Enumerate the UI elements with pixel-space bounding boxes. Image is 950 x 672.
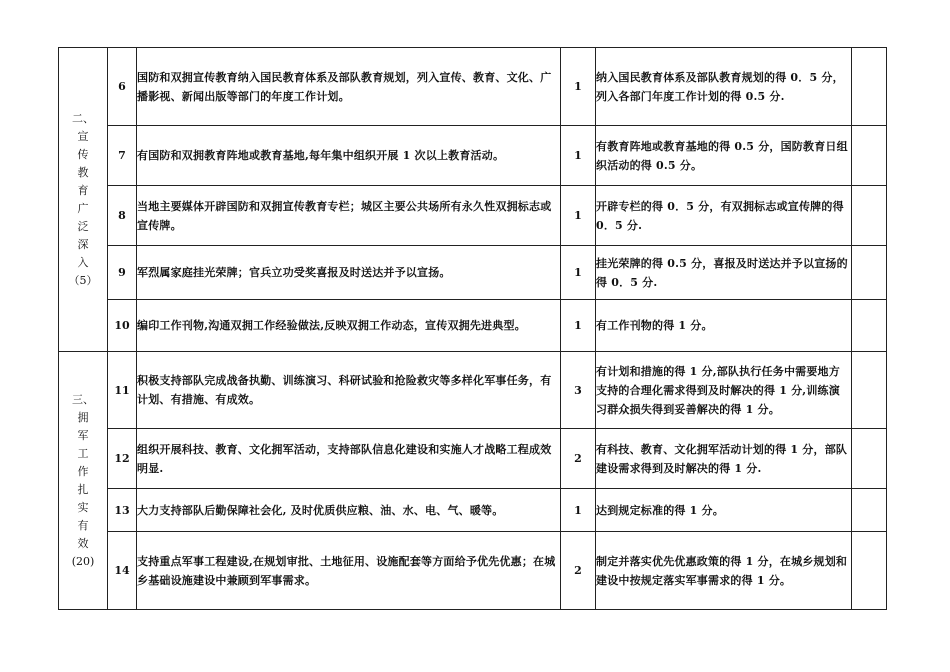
blank-cell <box>852 489 887 532</box>
scoring-rule: 有科技、教育、文化拥军活动计划的得 1 分，部队建设需求得到及时解决的得 1 分. <box>596 429 852 489</box>
blank-cell <box>852 532 887 610</box>
category-char: 有 <box>77 518 89 532</box>
item-content: 大力支持部队后勤保障社会化, 及时优质供应粮、油、水、电、气、暖等。 <box>137 489 561 532</box>
category-cell <box>59 352 108 610</box>
table-row <box>59 532 887 610</box>
scoring-rule: 有工作刊物的得 1 分。 <box>596 300 852 352</box>
table-row <box>59 489 887 532</box>
category-char: 传 <box>77 147 89 161</box>
category-char: 效 <box>77 536 89 550</box>
item-number: 12 <box>108 429 137 489</box>
category-prefix: 三、 <box>72 392 94 406</box>
item-number: 14 <box>108 532 137 610</box>
table-row <box>59 48 887 126</box>
item-content: 编印工作刊物,沟通双拥工作经验做法,反映双拥工作动态，宣传双拥先进典型。 <box>137 300 561 352</box>
category-prefix: 二、 <box>72 111 94 125</box>
item-number: 13 <box>108 489 137 532</box>
item-score: 1 <box>561 246 596 300</box>
category-char: 实 <box>77 500 89 514</box>
category-char: 工 <box>77 446 89 460</box>
category-char: 宣 <box>77 129 89 143</box>
blank-cell <box>852 300 887 352</box>
table-row <box>59 352 887 429</box>
scoring-rule: 挂光荣牌的得 0.5 分，喜报及时送达并予以宣扬的得 0．5 分. <box>596 246 852 300</box>
blank-cell <box>852 186 887 246</box>
table-row <box>59 300 887 352</box>
item-content: 军烈属家庭挂光荣牌；官兵立功受奖喜报及时送达并予以宣扬。 <box>137 246 561 300</box>
category-char: 泛 <box>77 219 89 233</box>
scoring-rule: 纳入国民教育体系及部队教育规划的得 0．5 分，列入各部门年度工作计划的得 0.5 分. <box>596 48 852 126</box>
item-score: 2 <box>561 532 596 610</box>
item-score: 2 <box>561 429 596 489</box>
category-char: 军 <box>77 428 89 442</box>
item-content: 积极支持部队完成战备执勤、训练演习、科研试验和抢险救灾等多样化军事任务，有计划、有措施、有成效。 <box>137 352 561 429</box>
category-points: （5） <box>68 273 98 287</box>
item-score: 1 <box>561 48 596 126</box>
category-cell <box>59 48 108 352</box>
item-number: 11 <box>108 352 137 429</box>
category-char: 入 <box>77 255 89 269</box>
scoring-rule: 有教育阵地或教育基地的得 0.5 分，国防教育日组织活动的得 0.5 分。 <box>596 126 852 186</box>
item-number: 6 <box>108 48 137 126</box>
item-number: 9 <box>108 246 137 300</box>
item-content: 国防和双拥宣传教育纳入国民教育体系及部队教育规划，列入宣传、教育、文化、广播影视、新闻出版等部门的年度工作计划。 <box>137 48 561 126</box>
item-content: 支持重点军事工程建设,在规划审批、土地征用、设施配套等方面给予优先优惠；在城乡基础设施建设中兼顾到军事需求。 <box>137 532 561 610</box>
item-score: 1 <box>561 300 596 352</box>
category-char: 教 <box>77 165 89 179</box>
category-char: 育 <box>77 183 89 197</box>
blank-cell <box>852 48 887 126</box>
category-points: (20) <box>71 554 95 568</box>
scoring-rule: 制定并落实优先优惠政策的得 1 分，在城乡规划和建设中按规定落实军事需求的得 1 分。 <box>596 532 852 610</box>
blank-cell <box>852 352 887 429</box>
category-char: 作 <box>77 464 89 478</box>
item-score: 1 <box>561 126 596 186</box>
table-row <box>59 186 887 246</box>
table-row <box>59 246 887 300</box>
item-score: 1 <box>561 186 596 246</box>
item-score: 3 <box>561 352 596 429</box>
scoring-rule: 达到规定标准的得 1 分。 <box>596 489 852 532</box>
scoring-rule: 有计划和措施的得 1 分,部队执行任务中需要地方支持的合理化需求得到及时解决的得 1 分,训练演习群众损失得到妥善解决的得 1 分。 <box>596 352 852 429</box>
item-content: 组织开展科技、教育、文化拥军活动，支持部队信息化建设和实施人才战略工程成效明显. <box>137 429 561 489</box>
category-char: 广 <box>77 201 89 215</box>
category-char: 扎 <box>77 482 89 496</box>
assessment-table <box>58 47 887 610</box>
item-content: 当地主要媒体开辟国防和双拥宣传教育专栏；城区主要公共场所有永久性双拥标志或宣传牌。 <box>137 186 561 246</box>
item-number: 10 <box>108 300 137 352</box>
table-row <box>59 126 887 186</box>
blank-cell <box>852 126 887 186</box>
item-score: 1 <box>561 489 596 532</box>
item-number: 7 <box>108 126 137 186</box>
blank-cell <box>852 429 887 489</box>
item-content: 有国防和双拥教育阵地或教育基地,每年集中组织开展 1 次以上教育活动。 <box>137 126 561 186</box>
blank-cell <box>852 246 887 300</box>
category-char: 深 <box>77 237 89 251</box>
item-number: 8 <box>108 186 137 246</box>
category-char: 拥 <box>77 410 89 424</box>
table-row <box>59 429 887 489</box>
scoring-rule: 开辟专栏的得 0．5 分，有双拥标志或宣传牌的得 0．5 分. <box>596 186 852 246</box>
